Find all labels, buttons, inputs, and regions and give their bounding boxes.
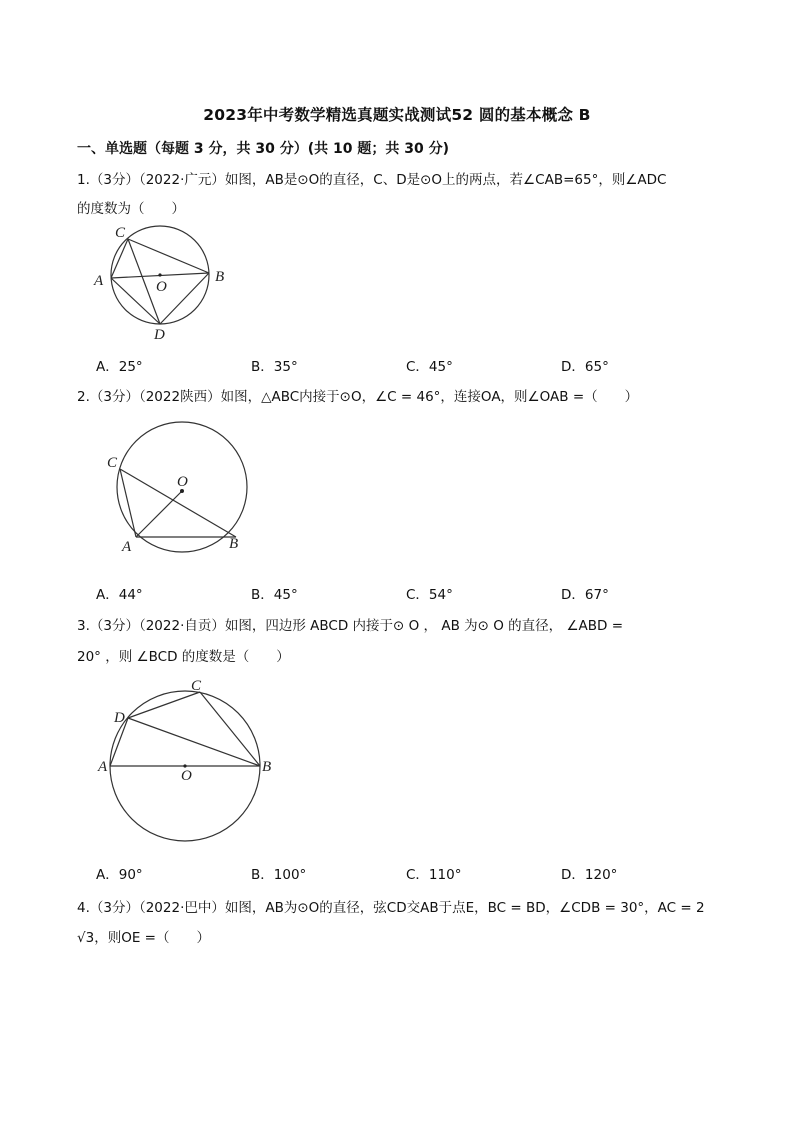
question-1-line-2: 的度数为（ ） bbox=[77, 201, 185, 217]
q1-label-d: D bbox=[154, 327, 165, 343]
q1-label-o: O bbox=[156, 279, 167, 295]
q2-label-b: B bbox=[229, 536, 239, 552]
question-1-line-1: 1.（3分）（2022·广元）如图，AB是⊙O的直径，C、D是⊙O上的两点，若∠CAB=65°，则∠ADC bbox=[77, 172, 667, 188]
q3-label-o: O bbox=[181, 768, 192, 784]
question-3-line-2: 20° ，则 ∠BCD 的度数是（ ） bbox=[77, 649, 290, 665]
q3-label-c: C bbox=[191, 678, 202, 694]
option-c[interactable]: C．45° bbox=[406, 359, 453, 375]
option-d[interactable]: D．65° bbox=[561, 359, 609, 375]
question-3-figure bbox=[95, 675, 285, 850]
option-b[interactable]: B．35° bbox=[251, 359, 298, 375]
option-d[interactable]: D．120° bbox=[561, 867, 618, 883]
option-c[interactable]: C．110° bbox=[406, 867, 462, 883]
option-c[interactable]: C．54° bbox=[406, 587, 453, 603]
q3-label-b: B bbox=[262, 759, 272, 775]
q1-label-a: A bbox=[94, 273, 104, 289]
question-2-line-1: 2.（3分）（2022陕西）如图，△ABC内接于⊙O，∠C = 46°，连接OA，则∠OAB =（ ） bbox=[77, 389, 639, 405]
section-header: 一、单选题（每题 3 分，共 30 分）(共 10 题；共 30 分) bbox=[77, 141, 449, 157]
question-1-figure bbox=[90, 222, 240, 344]
q1-label-c: C bbox=[115, 225, 126, 241]
q3-label-d: D bbox=[114, 710, 125, 726]
option-d[interactable]: D．67° bbox=[561, 587, 609, 603]
question-4-line-2: √3，则OE =（ ） bbox=[77, 930, 210, 946]
option-a[interactable]: A．44° bbox=[96, 587, 143, 603]
q1-label-b: B bbox=[215, 269, 225, 285]
question-4-line-1: 4.（3分）（2022·巴中）如图，AB为⊙O的直径，弦CD交AB于点E，BC = BD，∠CDB = 30°，AC = 2 bbox=[77, 900, 705, 916]
q2-label-o: O bbox=[177, 474, 188, 490]
q2-label-c: C bbox=[107, 455, 118, 471]
option-a[interactable]: A．25° bbox=[96, 359, 143, 375]
q2-label-a: A bbox=[122, 539, 132, 555]
page-title: 2023年中考数学精选真题实战测试52 圆的基本概念 B bbox=[203, 106, 591, 124]
question-3-line-1: 3.（3分）（2022·自贡）如图，四边形 ABCD 内接于⊙ O ， AB 为⊙ O 的直径， ∠ABD = bbox=[77, 618, 624, 634]
option-b[interactable]: B．45° bbox=[251, 587, 298, 603]
question-2-figure bbox=[100, 420, 260, 560]
q3-label-a: A bbox=[98, 759, 108, 775]
option-a[interactable]: A．90° bbox=[96, 867, 143, 883]
option-b[interactable]: B．100° bbox=[251, 867, 307, 883]
